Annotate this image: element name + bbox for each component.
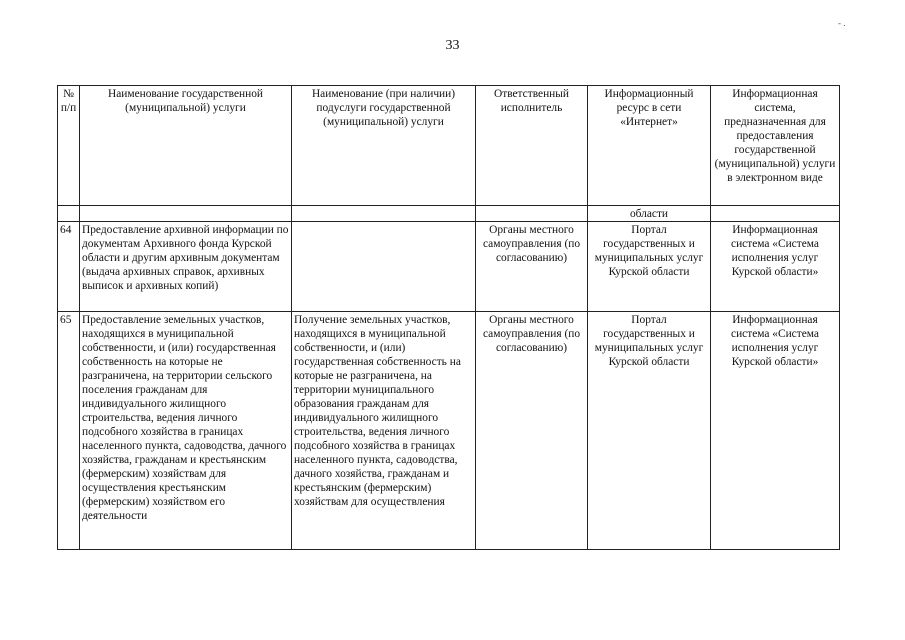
- cell-number: [58, 206, 80, 222]
- cell-responsible: [476, 206, 588, 222]
- cell-service-name: [80, 206, 292, 222]
- header-service-name: Наименование государственной (муниципальной) услуги: [80, 86, 292, 206]
- cell-subservice-name: Получение земельных участков, находящихся в муниципальной собственности, и (или) государственная собственность на которые не разграничена, на территории муниципального образования гражданам для индивидуального жилищного строительства, ведения личного подсобного хозяйства в границах населенного пункта, садоводства, дачного хозяйства, гражданам и крестьянским (фермерским) хозяйствам для осуществления: [292, 312, 476, 550]
- cell-internet-resource: Портал государственных и муниципальных услуг Курской области: [588, 312, 711, 550]
- cell-subservice-name: [292, 206, 476, 222]
- table-row: [58, 222, 840, 312]
- cell-internet-resource: Портал государственных и муниципальных услуг Курской области: [588, 222, 711, 312]
- cell-internet-resource: области: [588, 206, 711, 222]
- header-number: № п/п: [58, 86, 80, 206]
- cell-service-name: Предоставление архивной информации по документам Архивного фонда Курской области и другим архивным документам (выдача архивных справок, архивных выписок и архивных копий): [80, 222, 292, 312]
- table-row: [58, 206, 840, 222]
- cell-number: 64: [58, 222, 80, 312]
- cell-subservice-name: [292, 222, 476, 312]
- cell-service-name: Предоставление земельных участков, находящихся в муниципальной собственности, и (или) государственная собственность на которые не разграничена, на территории сельского поселения гражданам для индивидуального жилищного строительства, ведения личного подсобного хозяйства в границах населенного пункта, садоводства, дачного хозяйства, гражданам и крестьянским (фермерским) хозяйствам для осуществления крестьянским (фермерским) хозяйством его деятельности: [80, 312, 292, 550]
- table-header-row: [58, 86, 840, 206]
- header-responsible: Ответственный исполнитель: [476, 86, 588, 206]
- cell-information-system: [711, 206, 840, 222]
- cell-information-system: Информационная система «Система исполнения услуг Курской области»: [711, 312, 840, 550]
- cell-information-system: Информационная система «Система исполнения услуг Курской области»: [711, 222, 840, 312]
- header-subservice-name: Наименование (при наличии) подуслуги государственной (муниципальной) услуги: [292, 86, 476, 206]
- cell-responsible: Органы местного самоуправления (по согласованию): [476, 222, 588, 312]
- table-row: [58, 312, 840, 550]
- page-number: 33: [445, 38, 460, 53]
- header-information-system: Информационная система, предназначенная для предоставления государственной (муниципальной) услуги в электронном виде: [711, 86, 840, 206]
- services-table: [57, 85, 840, 550]
- header-internet-resource: Информационный ресурс в сети «Интернет»: [588, 86, 711, 206]
- cell-number: 65: [58, 312, 80, 550]
- scan-mark: - .: [838, 18, 846, 28]
- cell-responsible: Органы местного самоуправления (по согласованию): [476, 312, 588, 550]
